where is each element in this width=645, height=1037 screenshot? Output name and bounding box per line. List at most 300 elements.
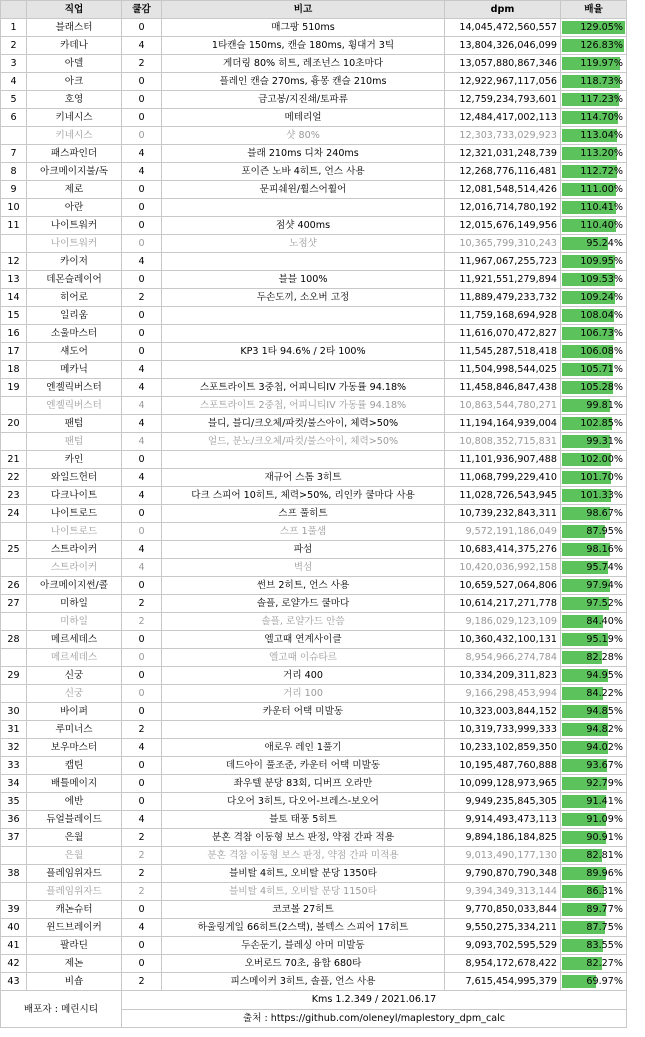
job-cell[interactable]: 윈드브레이커 [27,919,122,937]
row-number: 28 [1,631,27,649]
note-cell[interactable]: 금고봉/지진쇄/토파류 [162,91,445,109]
job-cell[interactable]: 나이트로드 [27,505,122,523]
ratio-cell[interactable] [561,523,627,541]
note-cell[interactable]: 블블 100% [162,271,445,289]
ratio-cell[interactable] [561,433,627,451]
job-cell[interactable]: 메르세데스 [27,649,122,667]
job-cell[interactable]: 팬텀 [27,433,122,451]
note-cell[interactable]: 다오어 3히트, 다오어-브레스-보오어 [162,793,445,811]
ratio-cell[interactable] [561,739,627,757]
cooldown-cell[interactable]: 0 [122,685,162,703]
note-cell[interactable]: 두손도끼, 소오버 고정 [162,289,445,307]
ratio-text: 87.95% [586,526,623,537]
dpm-cell[interactable]: 10,099,128,973,965 [445,775,561,793]
cooldown-cell[interactable]: 4 [122,487,162,505]
row-number: 6 [1,109,27,127]
ratio-cell[interactable] [561,775,627,793]
header-dpm[interactable]: dpm [445,1,561,19]
ratio-cell[interactable] [561,613,627,631]
note-cell[interactable]: 데드아이 풀조준, 카운터 어택 미발동 [162,757,445,775]
note-cell[interactable]: 블래 210ms 디차 240ms [162,145,445,163]
job-cell[interactable]: 아크 [27,73,122,91]
job-cell[interactable]: 배틀메이지 [27,775,122,793]
table-row [1,307,627,325]
job-cell[interactable]: 다크나이트 [27,487,122,505]
job-cell[interactable]: 나이트워커 [27,235,122,253]
dpm-cell[interactable]: 10,323,003,844,152 [445,703,561,721]
note-cell[interactable]: 좌우텔 분당 83회, 디버프 오라만 [162,775,445,793]
job-cell[interactable]: 일리움 [27,307,122,325]
cooldown-cell[interactable]: 0 [122,505,162,523]
job-cell[interactable]: 엔젤릭버스터 [27,379,122,397]
table-row [1,451,627,469]
dpm-cell[interactable]: 13,804,326,046,099 [445,37,561,55]
cooldown-cell[interactable]: 4 [122,145,162,163]
cooldown-cell[interactable]: 4 [122,469,162,487]
header-cooldown[interactable]: 쿨감 [122,1,162,19]
job-cell[interactable]: 메르세데스 [27,631,122,649]
cooldown-cell[interactable]: 0 [122,217,162,235]
dpm-cell[interactable]: 12,268,776,116,481 [445,163,561,181]
note-cell[interactable]: 매그팡 510ms [162,19,445,37]
ratio-cell[interactable] [561,307,627,325]
dpm-cell[interactable]: 12,484,417,002,113 [445,109,561,127]
ratio-cell[interactable] [561,127,627,145]
dpm-cell[interactable]: 11,545,287,518,418 [445,343,561,361]
ratio-cell[interactable] [561,721,627,739]
dpm-cell[interactable]: 11,759,168,694,928 [445,307,561,325]
dpm-cell[interactable]: 12,922,967,117,056 [445,73,561,91]
ratio-cell[interactable] [561,829,627,847]
dpm-cell[interactable]: 10,863,544,780,271 [445,397,561,415]
ratio-cell[interactable] [561,649,627,667]
ratio-cell[interactable] [561,199,627,217]
note-cell[interactable]: 스포트라이트 2중첩, 어피니티IV 가동률 94.18% [162,397,445,415]
ratio-cell[interactable] [561,667,627,685]
dpm-cell[interactable]: 9,790,870,790,348 [445,865,561,883]
job-cell[interactable]: 메카닉 [27,361,122,379]
table-row [1,379,627,397]
row-number: 10 [1,199,27,217]
cooldown-cell[interactable]: 0 [122,937,162,955]
ratio-cell[interactable] [561,703,627,721]
ratio-cell[interactable] [561,757,627,775]
note-cell[interactable] [162,325,445,343]
job-cell[interactable]: 은월 [27,829,122,847]
ratio-cell[interactable] [561,415,627,433]
dpm-cell[interactable]: 8,954,966,274,784 [445,649,561,667]
job-cell[interactable]: 비숍 [27,973,122,991]
cooldown-cell[interactable]: 4 [122,739,162,757]
cooldown-cell[interactable]: 0 [122,109,162,127]
note-cell[interactable]: 카운터 어택 미발동 [162,703,445,721]
dpm-cell[interactable]: 11,101,936,907,488 [445,451,561,469]
job-cell[interactable]: 와일드헌터 [27,469,122,487]
job-cell[interactable]: 제로 [27,181,122,199]
dpm-cell[interactable]: 14,045,472,560,557 [445,19,561,37]
cooldown-cell[interactable]: 4 [122,163,162,181]
ratio-cell[interactable] [561,559,627,577]
ratio-text: 95.74% [586,562,623,573]
cooldown-cell[interactable]: 4 [122,397,162,415]
cooldown-cell[interactable]: 2 [122,55,162,73]
cooldown-cell[interactable]: 0 [122,775,162,793]
note-cell[interactable]: 거리 400 [162,667,445,685]
job-cell[interactable]: 데몬슬레이어 [27,271,122,289]
note-cell[interactable]: 포이즌 노바 4히트, 언스 사용 [162,163,445,181]
dpm-cell[interactable]: 10,319,733,999,333 [445,721,561,739]
ratio-cell[interactable] [561,163,627,181]
ratio-cell[interactable] [561,343,627,361]
job-cell[interactable]: 에반 [27,793,122,811]
cooldown-cell[interactable]: 2 [122,613,162,631]
note-cell[interactable]: 스프 풀히트 [162,505,445,523]
dpm-cell[interactable]: 9,894,186,184,825 [445,829,561,847]
dpm-cell[interactable]: 10,334,209,311,823 [445,667,561,685]
ratio-cell[interactable] [561,505,627,523]
job-cell[interactable]: 아크메이지썬/콜 [27,577,122,595]
dpm-cell[interactable]: 12,015,676,149,956 [445,217,561,235]
dpm-cell[interactable]: 11,967,067,255,723 [445,253,561,271]
cooldown-cell[interactable]: 0 [122,199,162,217]
dpm-cell[interactable]: 10,360,432,100,131 [445,631,561,649]
dpm-cell[interactable]: 9,166,298,453,994 [445,685,561,703]
cooldown-cell[interactable]: 4 [122,433,162,451]
note-cell[interactable]: 오버로드 70초, 융합 680타 [162,955,445,973]
note-cell[interactable]: 스프 1풀샘 [162,523,445,541]
note-cell[interactable]: 다크 스피어 10히트, 체력>50%, 리인카 쿨마다 사용 [162,487,445,505]
note-cell[interactable]: 분혼 격참 이동형 보스 판정, 약점 간파 적용 [162,829,445,847]
job-cell[interactable]: 팬텀 [27,415,122,433]
ratio-cell[interactable] [561,325,627,343]
ratio-cell[interactable] [561,145,627,163]
table-row [1,469,627,487]
cooldown-cell[interactable]: 0 [122,307,162,325]
cooldown-cell[interactable]: 4 [122,559,162,577]
ratio-cell[interactable] [561,271,627,289]
note-cell[interactable]: 벽섬 [162,559,445,577]
ratio-cell[interactable] [561,937,627,955]
note-cell[interactable]: 코코볼 27히트 [162,901,445,919]
ratio-cell[interactable] [561,577,627,595]
cooldown-cell[interactable]: 0 [122,703,162,721]
table-row [1,667,627,685]
ratio-cell[interactable] [561,235,627,253]
job-cell[interactable]: 스트라이커 [27,541,122,559]
ratio-cell[interactable] [561,289,627,307]
dpm-cell[interactable]: 9,550,275,334,211 [445,919,561,937]
dpm-cell[interactable]: 8,954,172,678,422 [445,955,561,973]
dpm-cell[interactable]: 11,068,799,229,410 [445,469,561,487]
cooldown-cell[interactable]: 2 [122,973,162,991]
ratio-cell[interactable] [561,631,627,649]
dpm-cell[interactable]: 10,659,527,064,806 [445,577,561,595]
job-cell[interactable]: 신궁 [27,667,122,685]
dpm-cell[interactable]: 11,889,479,233,732 [445,289,561,307]
ratio-cell[interactable] [561,361,627,379]
dpm-cell[interactable]: 10,739,232,843,311 [445,505,561,523]
cooldown-cell[interactable]: 0 [122,127,162,145]
ratio-cell[interactable] [561,793,627,811]
job-cell[interactable]: 루미너스 [27,721,122,739]
cooldown-cell[interactable]: 0 [122,73,162,91]
ratio-text: 108.04% [580,310,623,321]
dpm-cell[interactable]: 11,028,726,543,945 [445,487,561,505]
ratio-cell[interactable] [561,109,627,127]
dpm-cell[interactable]: 10,808,352,715,831 [445,433,561,451]
ratio-cell[interactable] [561,469,627,487]
cooldown-cell[interactable]: 0 [122,271,162,289]
cooldown-cell[interactable]: 0 [122,631,162,649]
note-cell[interactable]: 파섬 [162,541,445,559]
job-cell[interactable]: 엔젤릭버스터 [27,397,122,415]
note-cell[interactable]: 샷 80% [162,127,445,145]
note-cell[interactable]: 노점샷 [162,235,445,253]
row-number: 26 [1,577,27,595]
job-cell[interactable]: 카이저 [27,253,122,271]
job-cell[interactable]: 블래스터 [27,19,122,37]
job-cell[interactable]: 바이퍼 [27,703,122,721]
cooldown-cell[interactable]: 0 [122,325,162,343]
note-cell[interactable]: 스포트라이트 3중첩, 어피니티IV 가동률 94.18% [162,379,445,397]
ratio-text: 102.00% [580,454,623,465]
cooldown-cell[interactable]: 4 [122,37,162,55]
ratio-cell[interactable] [561,37,627,55]
note-cell[interactable] [162,253,445,271]
ratio-cell[interactable] [561,217,627,235]
cooldown-cell[interactable]: 2 [122,289,162,307]
note-cell[interactable]: 메테리얼 [162,109,445,127]
job-cell[interactable]: 아크메이지불/독 [27,163,122,181]
cooldown-cell[interactable]: 0 [122,577,162,595]
ratio-cell[interactable] [561,883,627,901]
job-cell[interactable]: 제논 [27,955,122,973]
dpm-cell[interactable]: 9,093,702,595,529 [445,937,561,955]
job-cell[interactable]: 호영 [27,91,122,109]
cooldown-cell[interactable]: 4 [122,361,162,379]
cooldown-cell[interactable]: 2 [122,847,162,865]
dpm-cell[interactable]: 12,081,548,514,426 [445,181,561,199]
cooldown-cell[interactable]: 2 [122,595,162,613]
dpm-cell[interactable]: 11,194,164,939,004 [445,415,561,433]
ratio-cell[interactable] [561,541,627,559]
job-cell[interactable]: 신궁 [27,685,122,703]
cooldown-cell[interactable]: 0 [122,235,162,253]
ratio-cell[interactable] [561,901,627,919]
note-cell[interactable]: 엘고때 이슈타르 [162,649,445,667]
note-cell[interactable]: 하울링게일 66히트(2스택), 볼텍스 스피어 17히트 [162,919,445,937]
note-cell[interactable] [162,361,445,379]
dpm-cell[interactable]: 12,759,234,793,601 [445,91,561,109]
job-cell[interactable]: 아델 [27,55,122,73]
job-cell[interactable]: 보우마스터 [27,739,122,757]
note-cell[interactable]: 블비탈 4히트, 오비탈 분당 1150타 [162,883,445,901]
cooldown-cell[interactable]: 0 [122,955,162,973]
dpm-cell[interactable]: 9,572,191,186,049 [445,523,561,541]
job-cell[interactable]: 나이트워커 [27,217,122,235]
dpm-cell[interactable]: 12,016,714,780,192 [445,199,561,217]
dpm-cell[interactable]: 10,614,217,271,778 [445,595,561,613]
ratio-text: 98.67% [586,508,623,519]
ratio-cell[interactable] [561,865,627,883]
cooldown-cell[interactable]: 4 [122,919,162,937]
note-cell[interactable]: 블비탈 4히트, 오비탈 분당 1350타 [162,865,445,883]
ratio-text: 97.52% [586,598,623,609]
job-cell[interactable]: 스트라이커 [27,559,122,577]
note-cell[interactable]: KP3 1타 94.6% / 2타 100% [162,343,445,361]
header-ratio[interactable]: 배율 [561,1,627,19]
row-number: 42 [1,955,27,973]
cooldown-cell[interactable]: 0 [122,901,162,919]
note-cell[interactable] [162,199,445,217]
dpm-cell[interactable]: 12,303,733,029,923 [445,127,561,145]
cooldown-cell[interactable]: 4 [122,811,162,829]
note-cell[interactable]: 플레인 캔슬 270ms, 흉몽 캔슬 210ms [162,73,445,91]
cooldown-cell[interactable]: 4 [122,379,162,397]
note-cell[interactable]: 솔플, 로얄가드 안씀 [162,613,445,631]
note-cell[interactable]: 블디, 블디/크오체/파컷/불스아이, 체력>50% [162,415,445,433]
job-cell[interactable]: 듀얼블레이드 [27,811,122,829]
ratio-cell[interactable] [561,595,627,613]
dpm-cell[interactable]: 10,683,414,375,276 [445,541,561,559]
cooldown-cell[interactable]: 0 [122,667,162,685]
ratio-cell[interactable] [561,73,627,91]
ratio-cell[interactable] [561,487,627,505]
ratio-cell[interactable] [561,379,627,397]
note-cell[interactable]: 재규어 스톰 3히트 [162,469,445,487]
dpm-cell[interactable]: 13,057,880,867,346 [445,55,561,73]
dpm-cell[interactable]: 9,013,490,177,130 [445,847,561,865]
ratio-cell[interactable] [561,811,627,829]
cooldown-cell[interactable]: 0 [122,523,162,541]
job-cell[interactable]: 카데나 [27,37,122,55]
note-cell[interactable]: 문피쉐윈/휠스어휠어 [162,181,445,199]
note-cell[interactable]: 엘고때 연계사이클 [162,631,445,649]
note-cell[interactable] [162,721,445,739]
job-cell[interactable]: 패스파인더 [27,145,122,163]
header-note[interactable]: 비고 [162,1,445,19]
row-number [1,235,27,253]
dpm-cell[interactable]: 12,321,031,248,739 [445,145,561,163]
job-cell[interactable]: 히어로 [27,289,122,307]
dpm-cell[interactable]: 7,615,454,995,379 [445,973,561,991]
note-cell[interactable]: 썬브 2히트, 언스 사용 [162,577,445,595]
dpm-cell[interactable]: 11,921,551,279,894 [445,271,561,289]
row-number [1,847,27,865]
cooldown-cell[interactable]: 0 [122,19,162,37]
job-cell[interactable]: 소울마스터 [27,325,122,343]
ratio-cell[interactable] [561,451,627,469]
cooldown-cell[interactable]: 4 [122,415,162,433]
cooldown-cell[interactable]: 2 [122,883,162,901]
dpm-cell[interactable]: 11,504,998,544,025 [445,361,561,379]
ratio-cell[interactable] [561,253,627,271]
table-row [1,487,627,505]
job-cell[interactable]: 은월 [27,847,122,865]
note-cell[interactable]: 점샷 400ms [162,217,445,235]
cooldown-cell[interactable]: 0 [122,757,162,775]
job-cell[interactable]: 캡틴 [27,757,122,775]
job-cell[interactable]: 팔라딘 [27,937,122,955]
job-cell[interactable]: 카인 [27,451,122,469]
dpm-cell[interactable]: 10,420,036,992,158 [445,559,561,577]
cooldown-cell[interactable]: 0 [122,91,162,109]
job-cell[interactable]: 나이트로드 [27,523,122,541]
note-cell[interactable]: 솔플, 로얄가드 쿨마다 [162,595,445,613]
ratio-text: 118.73% [580,76,623,87]
header-job[interactable]: 직업 [27,1,122,19]
ratio-cell[interactable] [561,19,627,37]
cooldown-cell[interactable]: 4 [122,253,162,271]
cooldown-cell[interactable]: 4 [122,541,162,559]
ratio-cell[interactable] [561,55,627,73]
note-cell[interactable] [162,451,445,469]
cooldown-cell[interactable]: 0 [122,649,162,667]
note-cell[interactable]: 블토 태풍 5히트 [162,811,445,829]
ratio-cell[interactable] [561,685,627,703]
dpm-cell[interactable]: 10,365,799,310,243 [445,235,561,253]
ratio-cell[interactable] [561,955,627,973]
table-body [1,19,627,991]
job-cell[interactable]: 플레임위자드 [27,865,122,883]
cooldown-cell[interactable]: 0 [122,793,162,811]
dpm-cell[interactable]: 10,233,102,859,350 [445,739,561,757]
dpm-cell[interactable]: 10,195,487,760,888 [445,757,561,775]
cooldown-cell[interactable]: 2 [122,721,162,739]
job-cell[interactable]: 아란 [27,199,122,217]
note-cell[interactable]: 피스메이커 3히트, 솔플, 언스 사용 [162,973,445,991]
table-row-variant [1,883,627,901]
ratio-cell[interactable] [561,973,627,991]
job-cell[interactable]: 키네시스 [27,109,122,127]
dpm-cell[interactable]: 9,394,349,313,144 [445,883,561,901]
ratio-cell[interactable] [561,919,627,937]
note-cell[interactable]: 게더링 80% 히트, 레조넌스 10초마다 [162,55,445,73]
ratio-cell[interactable] [561,397,627,415]
note-cell[interactable]: 애로우 레인 1풀기 [162,739,445,757]
cooldown-cell[interactable]: 0 [122,181,162,199]
note-cell[interactable] [162,307,445,325]
table-row [1,811,627,829]
note-cell[interactable]: 1타캔슬 150ms, 캔슬 180ms, 휭대거 3틱 [162,37,445,55]
dpm-cell[interactable]: 9,770,850,033,844 [445,901,561,919]
job-cell[interactable]: 미하일 [27,613,122,631]
ratio-cell[interactable] [561,847,627,865]
dpm-cell[interactable]: 9,186,029,123,109 [445,613,561,631]
job-cell[interactable]: 키네시스 [27,127,122,145]
job-cell[interactable]: 미하일 [27,595,122,613]
note-cell[interactable]: 거리 100 [162,685,445,703]
table-row-variant [1,685,627,703]
ratio-cell[interactable] [561,181,627,199]
job-cell[interactable]: 캐논슈터 [27,901,122,919]
job-cell[interactable]: 섀도어 [27,343,122,361]
cooldown-cell[interactable]: 0 [122,451,162,469]
cooldown-cell[interactable]: 2 [122,865,162,883]
dpm-cell[interactable]: 9,949,235,845,305 [445,793,561,811]
job-cell[interactable]: 플레임위자드 [27,883,122,901]
ratio-cell[interactable] [561,91,627,109]
cooldown-cell[interactable]: 2 [122,829,162,847]
row-number: 2 [1,37,27,55]
note-cell[interactable]: 분혼 격참 이동형 보스 판정, 약점 간파 미적용 [162,847,445,865]
note-cell[interactable]: 두손둔기, 블레싱 아머 미발동 [162,937,445,955]
dpm-cell[interactable]: 11,616,070,472,827 [445,325,561,343]
dpm-cell[interactable]: 9,914,493,473,113 [445,811,561,829]
note-cell[interactable]: 얼드, 분노/크오체/파컷/불스아이, 체력>50% [162,433,445,451]
dpm-cell[interactable]: 11,458,846,847,438 [445,379,561,397]
cooldown-cell[interactable]: 0 [122,343,162,361]
